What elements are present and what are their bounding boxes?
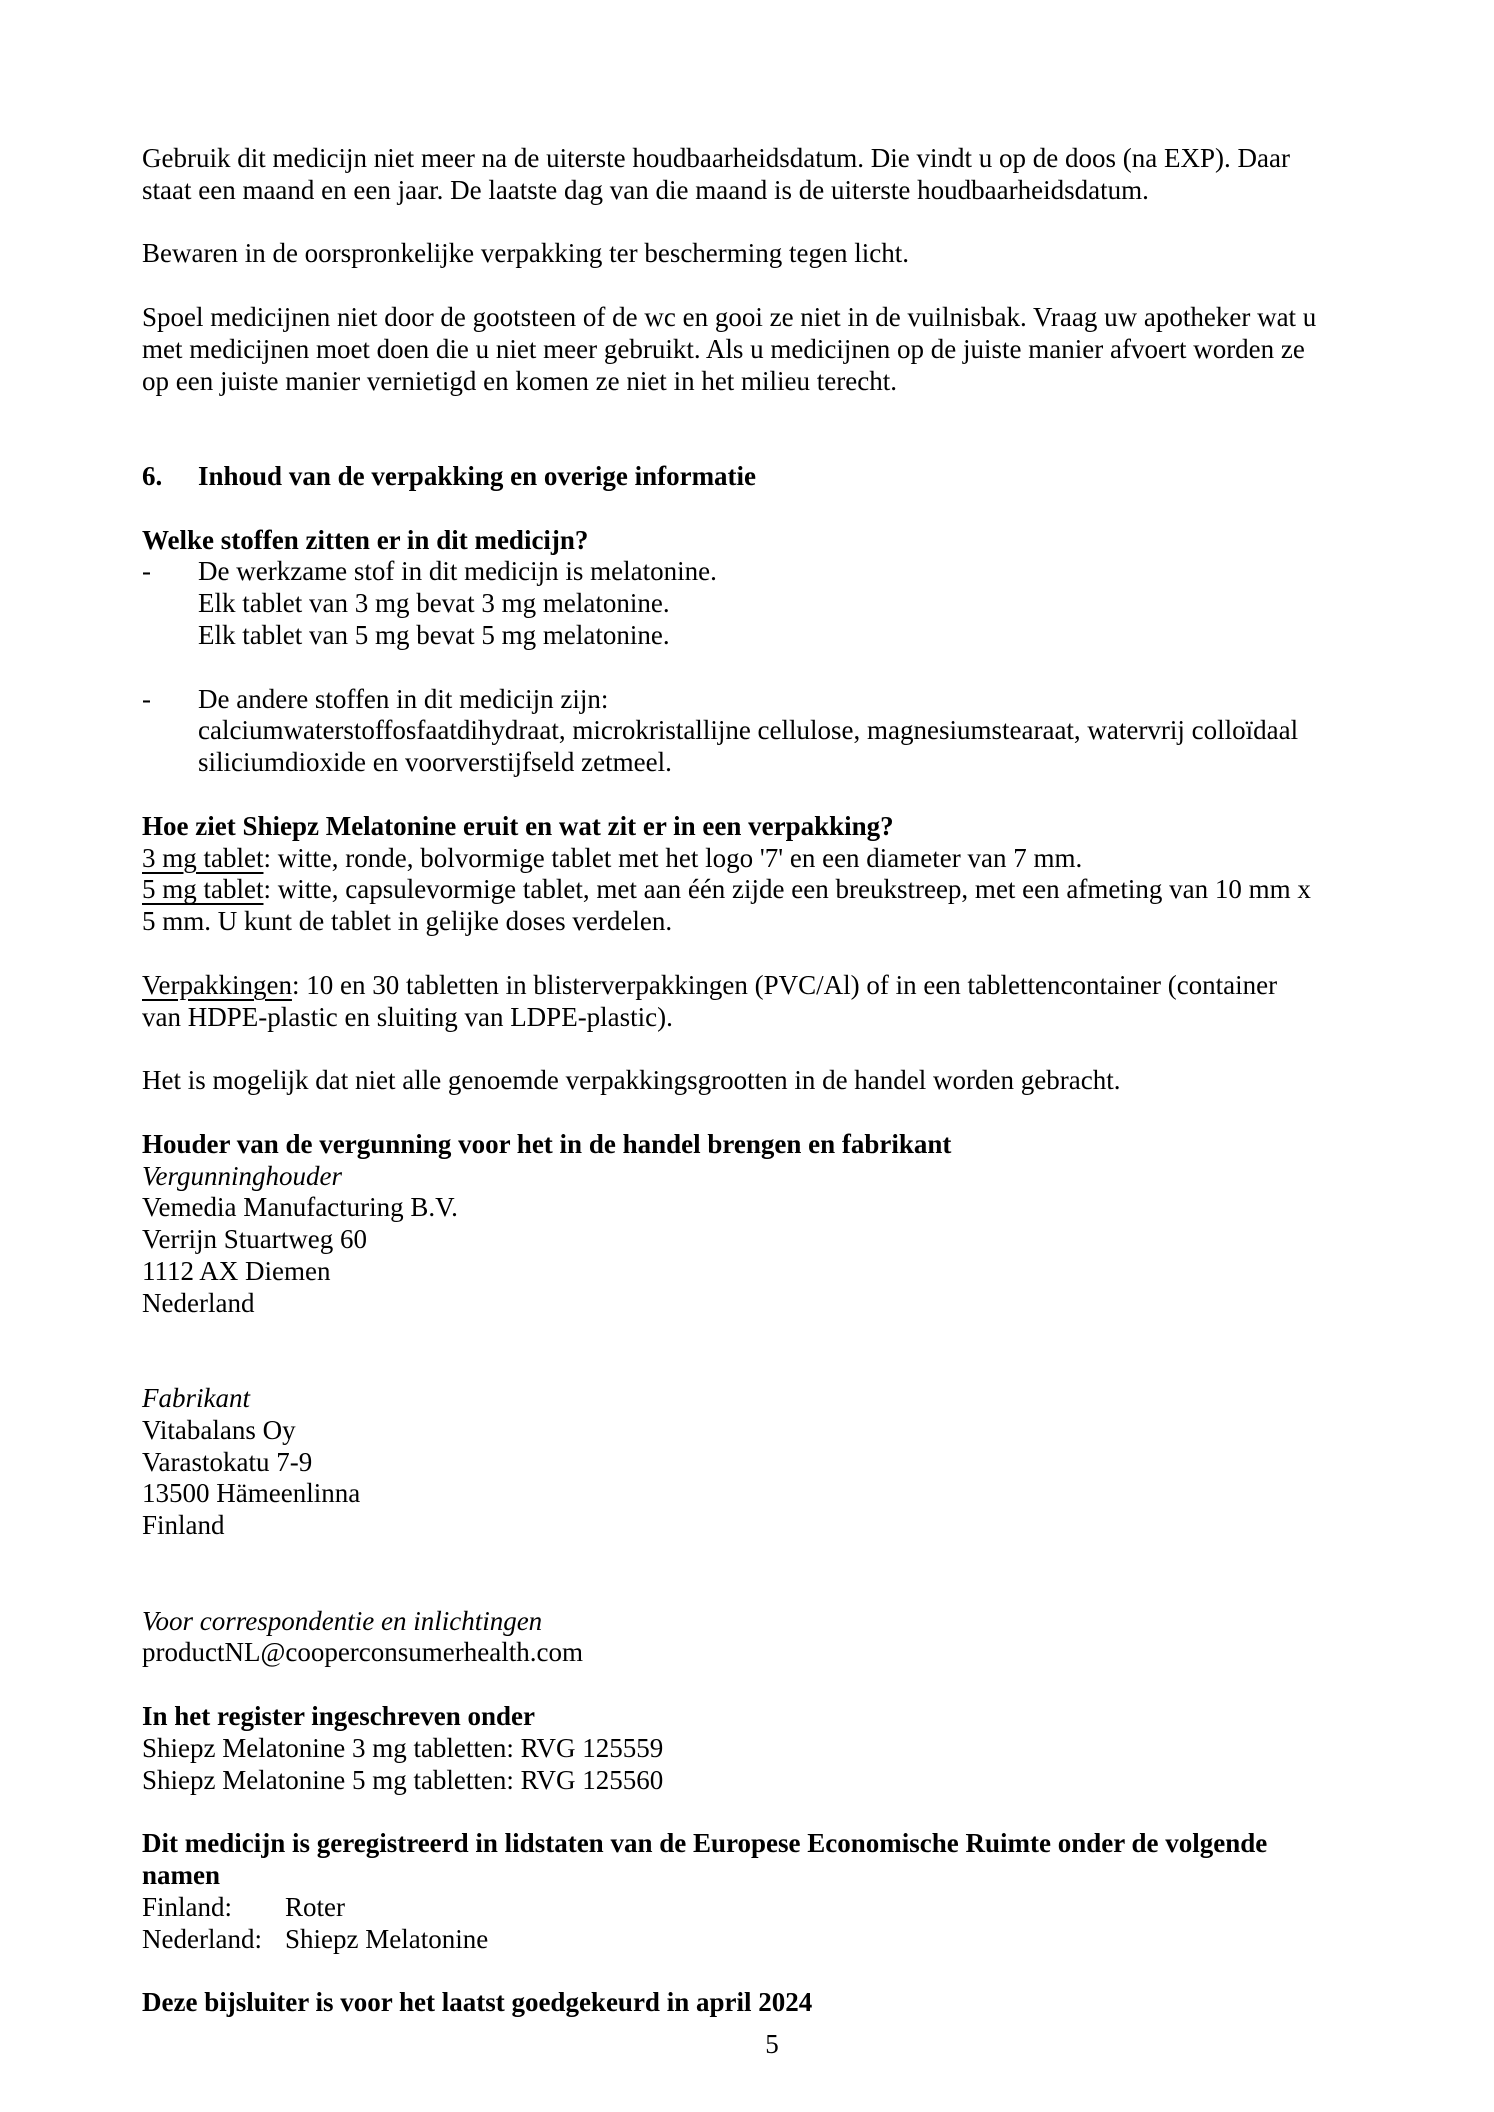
paragraph-disposal-line-2: met medicijnen moet doen die u niet meer gebruikt. Als u medicijnen op de juiste manier afvoert worden ze (142, 333, 1305, 364)
paragraph-expiry-line-2: staat een maand en een jaar. De laatste dag van die maand is de uiterste houdbaarheidsdatum. (142, 174, 1149, 205)
tablet-3mg-label: 3 mg tablet (142, 842, 264, 873)
eea-row-finland (142, 1892, 1402, 1924)
substances-item-2-line-3: siliciumdioxide en voorverstijfseld zetmeel. (198, 747, 672, 778)
eea-heading-line-1: Dit medicijn is geregistreerd in lidstaten van de Europese Economische Ruimte onder de volgende (142, 1828, 1268, 1859)
manufacturer-city: 13500 Hämeenlinna (142, 1478, 361, 1509)
substances-item-2-line-2: calciumwaterstoffosfaatdihydraat, microkristallijne cellulose, magnesiumstearaat, watervrij colloïdaal (198, 715, 1299, 746)
packaging-description: : 10 en 30 tabletten in blisterverpakkingen (PVC/Al) of in een tablettencontainer (container (291, 969, 1278, 1000)
availability-note: Het is mogelijk dat niet alle genoemde verpakkingsgrootten in de handel worden gebracht. (142, 1065, 1121, 1096)
mah-heading: Houder van de vergunning voor het in de handel brengen en fabrikant (142, 1128, 952, 1159)
paragraph-disposal-line-1: Spoel medicijnen niet door de gootsteen of de wc en gooi ze niet in de vuilnisbak. Vraag uw apotheker wat u (142, 301, 1317, 332)
register-entry-3mg: Shiepz Melatonine 3 mg tabletten: RVG 125559 (142, 1732, 664, 1763)
country-label: Finland: (142, 1891, 233, 1922)
page-number: 5 (765, 2029, 779, 2060)
packaging-line-2: van HDPE-plastic en sluiting van LDPE-plastic). (142, 1001, 673, 1032)
packaging-line (142, 970, 1402, 1002)
register-entry-5mg: Shiepz Melatonine 5 mg tabletten: RVG 125560 (142, 1764, 664, 1795)
section-6-heading (142, 461, 1402, 493)
substances-item-2 (142, 684, 1402, 716)
eea-row-nederland (142, 1924, 1402, 1956)
section-6-number: 6. (142, 460, 163, 491)
packaging-label: Verpakkingen (142, 969, 292, 1000)
manufacturer-street: Varastokatu 7-9 (142, 1446, 313, 1477)
paragraph-expiry-line-1: Gebruik dit medicijn niet meer na de uiterste houdbaarheidsdatum. Die vindt u op de doos (na EXP). Daar (142, 143, 1290, 173)
correspondence-email: productNL@cooperconsumerhealth.com (142, 1637, 583, 1668)
register-heading: In het register ingeschreven onder (142, 1701, 535, 1732)
list-dash-icon: - (142, 556, 151, 587)
substances-item-1-text: De werkzame stof in dit medicijn is melatonine. (198, 556, 717, 587)
eea-heading-line-2: namen (142, 1860, 221, 1891)
tablet-5mg-description: : witte, capsulevormige tablet, met aan één zijde een breukstreep, met een afmeting van 10 mm x (263, 874, 1311, 905)
paragraph-disposal-line-3: op een juiste manier vernietigd en komen ze niet in het milieu terecht. (142, 365, 897, 396)
correspondence-label: Voor correspondentie en inlichtingen (142, 1605, 543, 1636)
tablet-5mg-label: 5 mg tablet (142, 874, 264, 905)
list-dash-icon: - (142, 683, 151, 714)
substances-item-1-line-3: Elk tablet van 5 mg bevat 5 mg melatonine. (198, 619, 670, 650)
substances-item-1 (142, 556, 1402, 588)
tablet-3mg-description: : witte, ronde, bolvormige tablet met het logo '7' en een diameter van 7 mm. (263, 842, 1083, 873)
mah-street: Verrijn Stuartweg 60 (142, 1224, 367, 1255)
substances-heading: Welke stoffen zitten er in dit medicijn? (142, 524, 589, 555)
approval-statement: Deze bijsluiter is voor het laatst goedgekeurd in april 2024 (142, 1987, 813, 2018)
license-holder-label: Vergunninghouder (142, 1160, 342, 1191)
country-label: Nederland: (142, 1923, 262, 1954)
mah-name: Vemedia Manufacturing B.V. (142, 1192, 458, 1223)
leaflet-content (142, 143, 1402, 2061)
section-6-title: Inhoud van de verpakking en overige informatie (198, 460, 757, 491)
tablet-3mg-line (142, 843, 1402, 875)
mah-city: 1112 AX Diemen (142, 1255, 331, 1286)
appearance-heading: Hoe ziet Shiepz Melatonine eruit en wat zit er in een verpakking? (142, 810, 894, 841)
substances-item-2-text: De andere stoffen in dit medicijn zijn: (198, 683, 609, 714)
tablet-5mg-line-2: 5 mm. U kunt de tablet in gelijke doses verdelen. (142, 906, 673, 937)
mah-country: Nederland (142, 1287, 255, 1318)
manufacturer-name: Vitabalans Oy (142, 1414, 296, 1445)
product-name: Roter (285, 1891, 345, 1922)
product-name: Shiepz Melatonine (285, 1923, 489, 1954)
tablet-5mg-line (142, 874, 1402, 906)
manufacturer-label: Fabrikant (142, 1383, 250, 1414)
substances-item-1-line-2: Elk tablet van 3 mg bevat 3 mg melatonine. (198, 588, 670, 619)
paragraph-storage: Bewaren in de oorspronkelijke verpakking ter bescherming tegen licht. (142, 238, 909, 269)
manufacturer-country: Finland (142, 1510, 225, 1541)
